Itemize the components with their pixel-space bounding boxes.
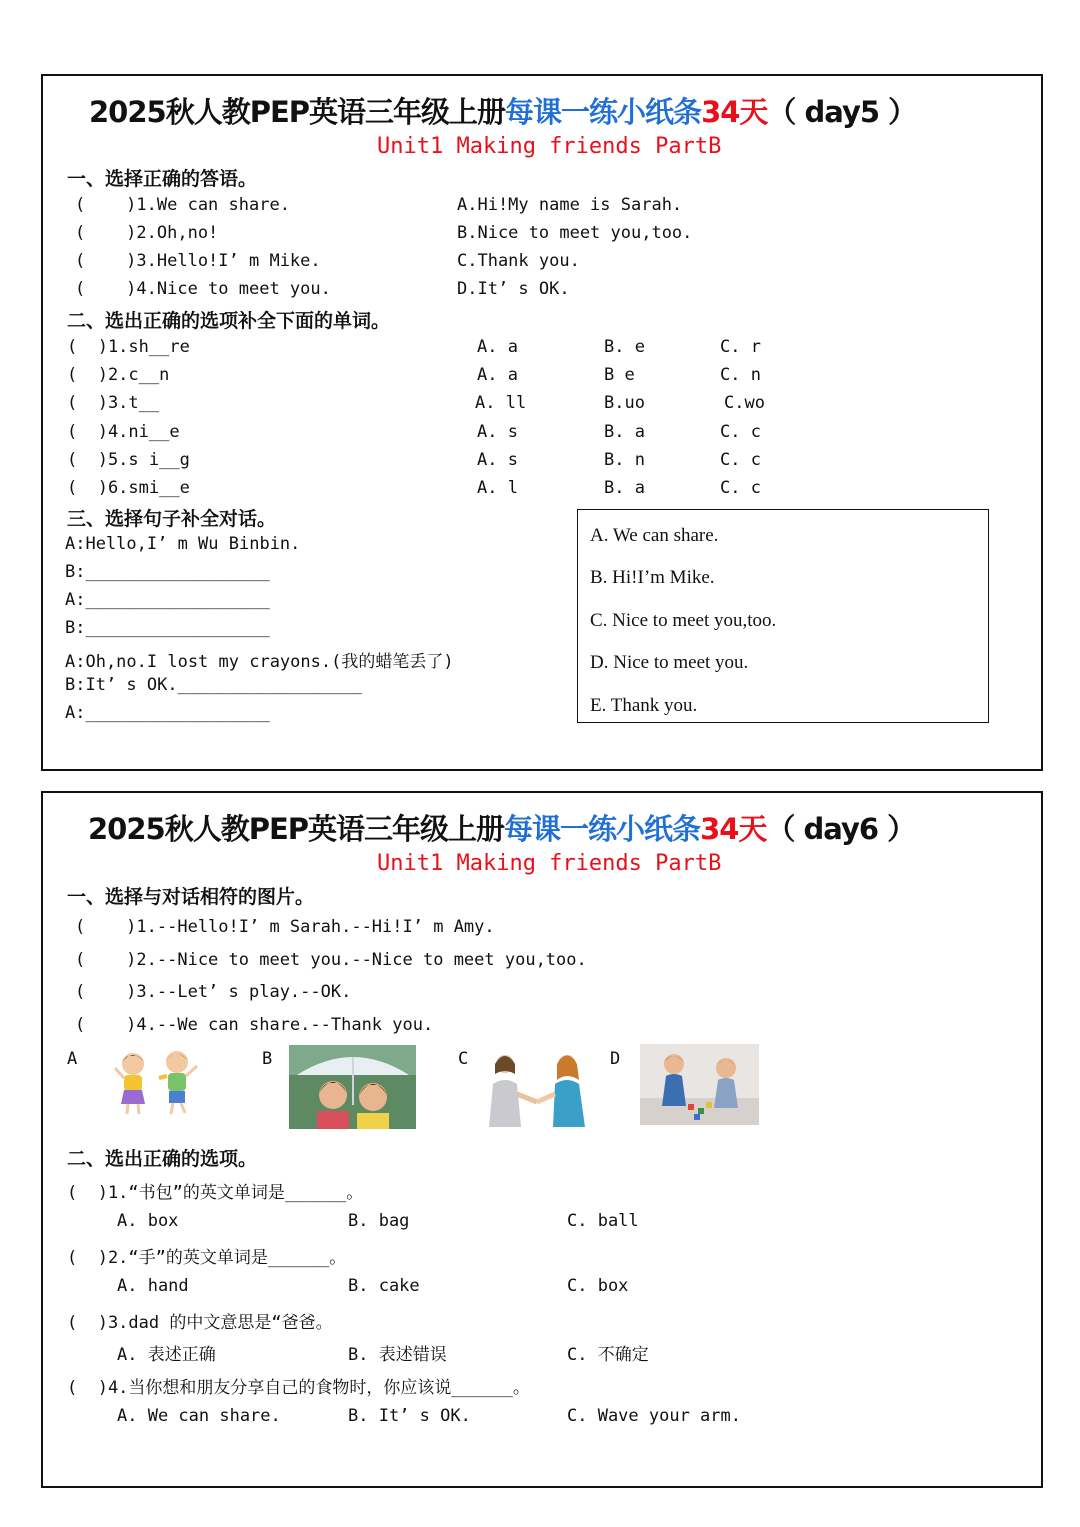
unit-subtitle: Unit1 Making friends PartB	[377, 851, 722, 876]
question-1: ( )1.We can share.	[75, 195, 290, 215]
option-a: A. hand	[117, 1276, 189, 1296]
question-2: ( )2.c__n	[67, 365, 170, 385]
dialog-line: A:__________________	[65, 590, 270, 610]
unit-subtitle: Unit1 Making friends PartB	[377, 134, 722, 159]
dialog-line: A:__________________	[65, 703, 270, 723]
option-c: C. ball	[567, 1211, 639, 1231]
option-a: A. We can share.	[117, 1406, 281, 1426]
question-1: ( )1.“书包”的英文单词是______。	[67, 1183, 364, 1203]
option-c: C. Wave your arm.	[567, 1406, 741, 1426]
dialog-line: B:It’ s OK.__________________	[65, 675, 362, 695]
option-c: C. c	[720, 478, 761, 498]
question-2: ( )2.“手”的英文单词是______。	[67, 1248, 347, 1268]
option-a: A. s	[477, 422, 518, 442]
option-c: C.wo	[724, 393, 765, 413]
question-4: ( )4.Nice to meet you.	[75, 279, 331, 299]
options-box	[577, 509, 989, 723]
picture-handshake	[483, 1050, 591, 1127]
question-4: ( )4.--We can share.--Thank you.	[75, 1015, 434, 1035]
option-c: C. r	[720, 337, 761, 357]
option-b: B. n	[604, 450, 645, 470]
option-a: A. a	[477, 365, 518, 385]
worksheet-title	[89, 90, 916, 131]
section-heading: 一、选择正确的答语。	[67, 168, 258, 190]
option-b: B. cake	[348, 1276, 420, 1296]
option-b: B. a	[604, 422, 645, 442]
question-4: ( )4.当你想和朋友分享自己的食物时，你应该说______。	[67, 1378, 530, 1398]
title-part3: 34天	[701, 95, 768, 129]
answer-a: A.Hi!My name is Sarah.	[457, 195, 683, 215]
question-6: ( )6.smi__e	[67, 478, 190, 498]
option-b: B.uo	[604, 393, 645, 413]
option-d: D. Nice to meet you.	[590, 652, 749, 673]
dialog-line: B:__________________	[65, 618, 270, 638]
question-3: ( )3.dad 的中文意思是“爸爸。	[67, 1313, 333, 1333]
option-b: B. 表述错误	[348, 1345, 447, 1365]
title-part4: （ day5 ）	[767, 95, 917, 129]
title-part3: 34天	[700, 812, 767, 846]
picture-label-c: C	[458, 1049, 469, 1069]
picture-kids-sharing	[640, 1044, 759, 1125]
question-1: ( )1.sh__re	[67, 337, 190, 357]
title-part2: 每课一练小纸条	[505, 95, 702, 129]
option-c: C. box	[567, 1276, 629, 1296]
option-c: C. Nice to meet you,too.	[590, 610, 777, 631]
option-b: B. a	[604, 478, 645, 498]
dialog-line: B:__________________	[65, 562, 270, 582]
question-5: ( )5.s i__g	[67, 450, 190, 470]
option-c: C. 不确定	[567, 1345, 649, 1365]
worksheet-day6	[41, 791, 1043, 1488]
title-part1: 2025秋人教PEP英语三年级上册	[88, 812, 505, 846]
option-b: B. bag	[348, 1211, 410, 1231]
option-b: B. Hi!I’m Mike.	[590, 567, 715, 588]
worksheet-day5	[41, 74, 1043, 771]
section-heading: 二、选出正确的选项补全下面的单词。	[67, 310, 391, 332]
option-a: A. 表述正确	[117, 1345, 216, 1365]
question-2: ( )2.Oh,no!	[75, 223, 219, 243]
option-b: B. e	[604, 337, 645, 357]
question-2: ( )2.--Nice to meet you.--Nice to meet you,too.	[75, 950, 587, 970]
title-part2: 每课一练小纸条	[504, 812, 701, 846]
question-4: ( )4.ni__e	[67, 422, 180, 442]
option-a: A. We can share.	[590, 525, 719, 546]
option-b: B e	[604, 365, 635, 385]
option-a: A. s	[477, 450, 518, 470]
section-heading: 二、选出正确的选项。	[67, 1148, 258, 1170]
picture-label-a: A	[67, 1049, 78, 1069]
option-a: A. ll	[475, 393, 527, 413]
answer-b: B.Nice to meet you,too.	[457, 223, 693, 243]
option-a: A. l	[477, 478, 518, 498]
section-heading: 一、选择与对话相符的图片。	[67, 886, 315, 908]
option-c: C. n	[720, 365, 761, 385]
option-c: C. c	[720, 422, 761, 442]
question-1: ( )1.--Hello!I’ m Sarah.--Hi!I’ m Amy.	[75, 917, 495, 937]
question-3: ( )3.Hello!I’ m Mike.	[75, 251, 321, 271]
section-heading: 三、选择句子补全对话。	[67, 508, 277, 530]
picture-label-b: B	[262, 1049, 273, 1069]
question-3: ( )3.t__	[67, 393, 160, 413]
option-c: C. c	[720, 450, 761, 470]
title-part4: （ day6 ）	[766, 812, 916, 846]
picture-girls-umbrella	[289, 1045, 416, 1129]
dialog-line: A:Hello,I’ m Wu Binbin.	[65, 534, 301, 554]
title-part1: 2025秋人教PEP英语三年级上册	[89, 95, 506, 129]
worksheet-title	[88, 807, 915, 848]
answer-c: C.Thank you.	[457, 251, 580, 271]
option-a: A. a	[477, 337, 518, 357]
picture-kids-greeting	[109, 1048, 205, 1118]
answer-d: D.It’ s OK.	[457, 279, 570, 299]
picture-label-d: D	[610, 1049, 621, 1069]
question-3: ( )3.--Let’ s play.--OK.	[75, 982, 352, 1002]
option-b: B. It’ s OK.	[348, 1406, 471, 1426]
dialog-line: A:Oh,no.I lost my crayons.(我的蜡笔丢了)	[65, 652, 454, 672]
option-e: E. Thank you.	[590, 695, 698, 716]
option-a: A. box	[117, 1211, 179, 1231]
